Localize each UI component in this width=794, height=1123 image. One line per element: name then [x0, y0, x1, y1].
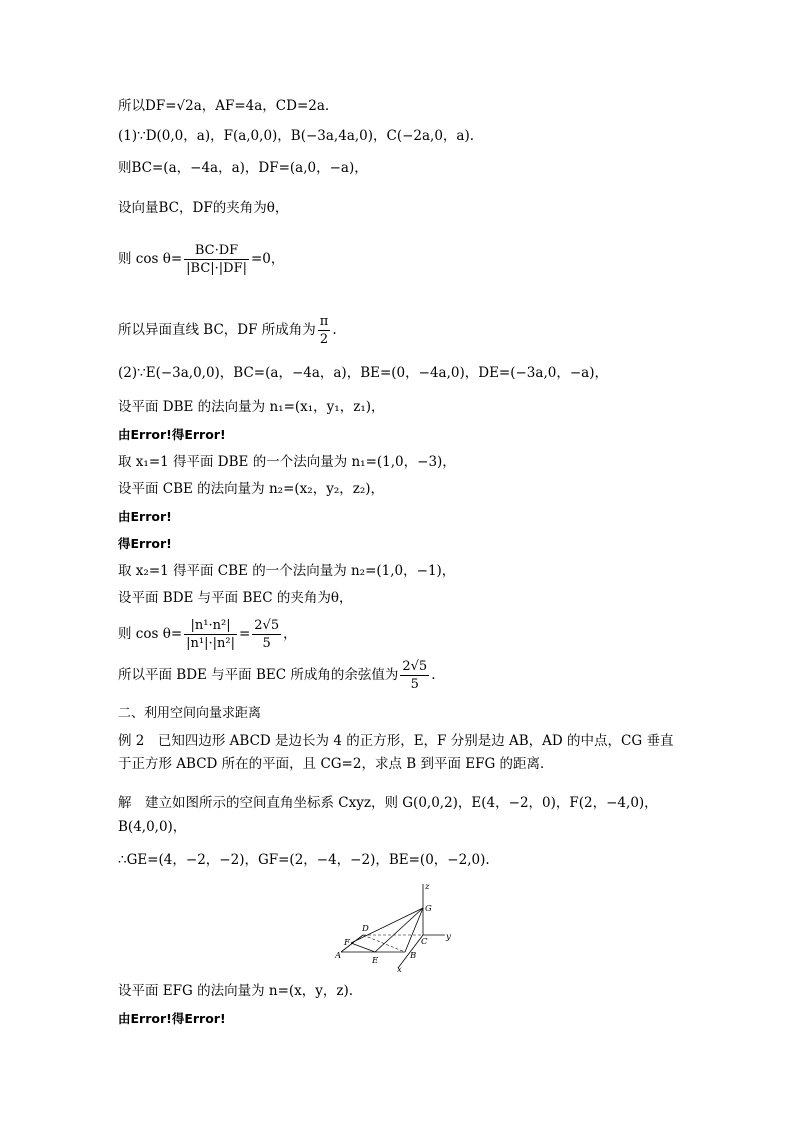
fraction-numerator: 2√5 [402, 659, 428, 674]
text-line: 设平面 BDE 与平面 BEC 的夹角为θ， [118, 590, 353, 606]
label-g: G [425, 904, 432, 914]
figure-svg [335, 880, 465, 975]
error-line: 由Error! [118, 509, 172, 524]
text-line: 所以DF=√2a，AF=4a，CD=2a. [118, 98, 330, 114]
text-prefix: 所以平面 BDE 与平面 BEC 所成角的余弦值为 [118, 667, 399, 683]
edge-ge [375, 908, 423, 952]
error-line: 由Error!得Error! [118, 1011, 226, 1026]
error-line: 由Error!得Error! [118, 427, 226, 442]
fraction-denominator: 2 [319, 332, 329, 347]
text-line: B(4,0,0)， [118, 819, 187, 835]
label-y: y [446, 932, 451, 942]
formula-suffix: ， [283, 626, 297, 642]
fraction-numerator: 2√5 [254, 618, 280, 633]
fraction [318, 313, 331, 348]
text-line: 解 建立如图所示的空间直角坐标系 Cxyz，则 G(0,0,2)，E(4，−2，0)，F(2，−4,0)， [118, 795, 658, 811]
example-problem: 例 2 已知四边形 ABCD 是边长为 4 的正方形，E，F 分别是边 AB，AD 的中点，CG 垂直于正方形 ABCD 所在的平面，且 CG=2，求点 B 到平面 EFG 的距离． [118, 733, 674, 772]
text-line: 设平面 EFG 的法向量为 n=(x，y，z). [118, 983, 354, 999]
text-suffix: . [431, 667, 436, 683]
text-line: 设向量BC，DF的夹角为θ， [118, 200, 289, 216]
angle-result-line [118, 313, 337, 348]
fraction-denominator: 5 [262, 636, 271, 651]
fraction [252, 617, 281, 652]
text-line: (2)∵E(−3a,0,0)，BC=(a，−4a，a)，BE=(0，−4a,0)，DE=(−3a,0，−a)， [118, 365, 608, 381]
formula-prefix: 则 cos θ= [118, 251, 183, 267]
cos-value-line [118, 617, 297, 652]
label-x: x [397, 965, 402, 975]
equals-sign: = [238, 626, 251, 642]
cosine-result-line [118, 658, 436, 693]
coordinate-figure [335, 880, 465, 975]
text-prefix: 所以异面直线 BC，DF 所成角为 [118, 322, 316, 338]
text-line: ∴GE=(4，−2，−2)，GF=(2，−4，−2)，BE=(0，−2,0). [118, 852, 490, 868]
text-line: 设平面 CBE 的法向量为 n₂=(x₂，y₂，z₂)， [118, 481, 385, 497]
error-line: 得Error! [118, 536, 172, 551]
cos-formula-line [118, 242, 284, 277]
label-d: D [362, 924, 369, 934]
formula-suffix: =0， [250, 251, 285, 267]
label-z: z [425, 882, 430, 892]
fraction [184, 617, 237, 652]
label-c: C [421, 937, 428, 947]
text-line: 设平面 DBE 的法向量为 n₁=(x₁，y₁，z₁)， [118, 399, 385, 415]
text-line: (1)∵D(0,0，a)，F(a,0,0)，B(−3a,4a,0)，C(−2a,0，a). [118, 128, 475, 144]
fraction [400, 658, 429, 693]
fraction-denominator: |n¹|·|n²| [186, 636, 235, 651]
label-b: B [410, 951, 417, 961]
fraction-numerator: |n¹·n²| [184, 617, 237, 635]
formula-prefix: 则 cos θ= [118, 626, 183, 642]
fraction-numerator: π [319, 314, 329, 329]
text-line: 取 x₂=1 得平面 CBE 的一个法向量为 n₂=(1,0，−1)， [118, 563, 456, 579]
label-e: E [372, 956, 379, 966]
label-a: A [335, 951, 342, 961]
text-suffix: . [332, 322, 337, 338]
fraction [184, 242, 249, 277]
edge-fe [351, 943, 375, 952]
fraction-denominator: 5 [410, 677, 419, 692]
fraction-numerator: BC·DF [184, 242, 249, 260]
text-line: 则BC=(a，−4a，a)，DF=(a,0，−a)， [118, 160, 368, 176]
section-heading: 二、利用空间向量求距离 [118, 706, 262, 721]
label-f: F [344, 938, 350, 948]
fraction-denominator: |BC|·|DF| [186, 261, 247, 276]
text-line: 取 x₁=1 得平面 DBE 的一个法向量为 n₁=(1,0，−3)， [118, 454, 456, 470]
